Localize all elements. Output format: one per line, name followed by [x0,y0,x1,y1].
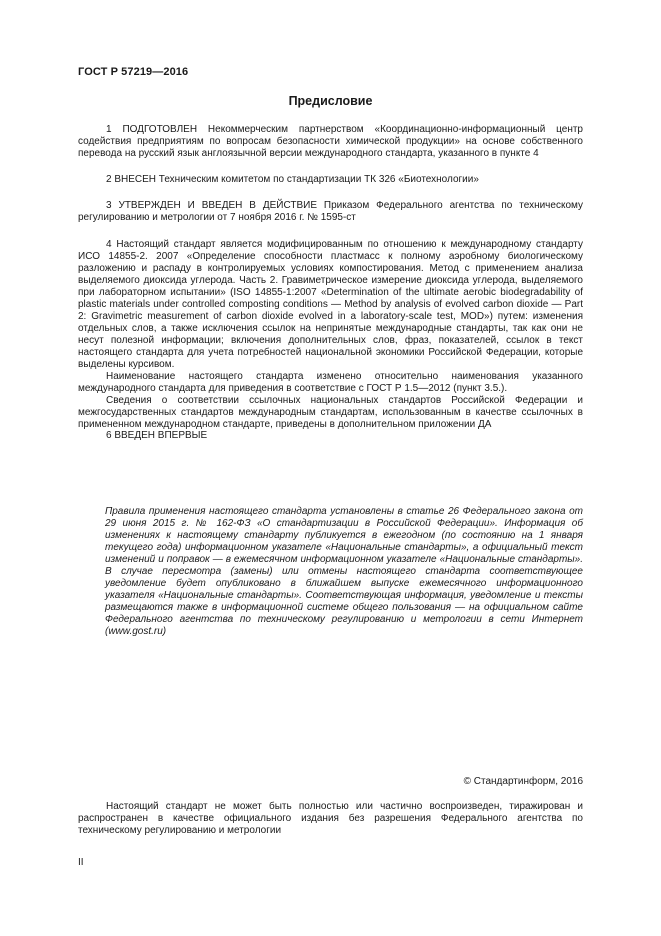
paragraph-2: 2 ВНЕСЕН Техническим комитетом по стандартизации ТК 326 «Биотехнологии» [106,174,479,185]
section-4 [78,239,583,431]
section-6 [78,430,583,442]
reproduction-notice-text: Настоящий стандарт не может быть полностью или частично воспроизведен, тиражирован и распространен в качестве официального издания без разрешения Федерального агентства по техническому регулированию и метрологии [78,801,583,836]
paragraph-6: 6 ВВЕДЕН ВПЕРВЫЕ [106,430,208,441]
page-title: Предисловие [288,94,373,108]
paragraph-4: 4 Настоящий стандарт является модифицированным по отношению к международному стандарту ИСО 14855-2. 2007 «Определение способности пластмасс к полному аэробному биологическому разложению и распаду в контролируемых условиях компостирования. Метод с применением анализа выделяемого диоксида углерода. Часть 2. Гравиметрическое измерение диоксида углерода, выделяемого при лабораторном испытании» (ISO 14855-1:2007 «Determination of the ultimate aerobic biodegradability of plastic materials under controlled composting conditions — Method by analysis of evolved carbon dioxide — Part 2: Gravimetric measurement of carbon dioxide evolved in a laboratory-scale test, MOD») путем: изменения отдельных слов, а также исключения ссылок на непринятые международные стандарты, так как они не несут полезной информации; включения дополнительных слов, фраз, показателей, ссылок в текст настоящего стандарта для учета потребностей национальной экономики Российской Федерации, которые выделены курсивом. [78,239,583,370]
notice-text: Правила применения настоящего стандарта установлены в статье 26 Федерального закона от 29 июня 2015 г. № 162-ФЗ «О стандартизации в Российской Федерации». Информация об изменениях к настоящему стандарту публикуется в ежегодном (по состоянию на 1 января текущего года) информационном указателе «Национальные стандарты», а официальный текст изменений и поправок — в ежемесячном информационном указателе «Национальные стандарты». В случае пересмотра (замены) или отмены настоящего стандарта соответствующее уведомление будет опубликовано в ближайшем выпуске ежемесячного информационного указателя «Национальные стандарты». Соответствующая информация, уведомление и тексты размещаются также в информационной системе общего пользования — на официальном сайте Федерального агентства по техническому регулированию и метрологии в сети Интернет (www.gost.ru) [105,506,583,637]
section-3 [78,200,583,224]
paragraph-4-references-note: Сведения о соответствии ссылочных национальных стандартов Российской Федерации и межгосударственных стандартов международным стандартам, использованным в качестве ссылочных в примененном международном стандарте, приведены в дополнительном приложении ДА [78,395,583,430]
application-rules-notice [105,506,583,638]
section-1 [78,124,583,160]
reproduction-notice [78,801,583,837]
paragraph-3: 3 УТВЕРЖДЕН И ВВЕДЕН В ДЕЙСТВИЕ Приказом Федерального агентства по техническому регулированию и метрологии от 7 ноября 2016 г. № 1595-ст [78,200,583,223]
section-2 [78,174,583,186]
document-code: ГОСТ Р 57219—2016 [78,66,189,78]
copyright: © Стандартинформ, 2016 [463,776,583,787]
page-number: II [78,857,84,868]
paragraph-4-title-note: Наименование настоящего стандарта изменено относительно наименования указанного международного стандарта для приведения в соответствие с ГОСТ Р 1.5—2012 (пункт 3.5.). [78,371,583,394]
paragraph-1: 1 ПОДГОТОВЛЕН Некоммерческим партнерством «Координационно-информационный центр содействия предприятиям по вопросам безопасности химической продукции» на основе собственного перевода на русский язык англоязычной версии международного стандарта, указанного в пункте 4 [78,124,583,159]
